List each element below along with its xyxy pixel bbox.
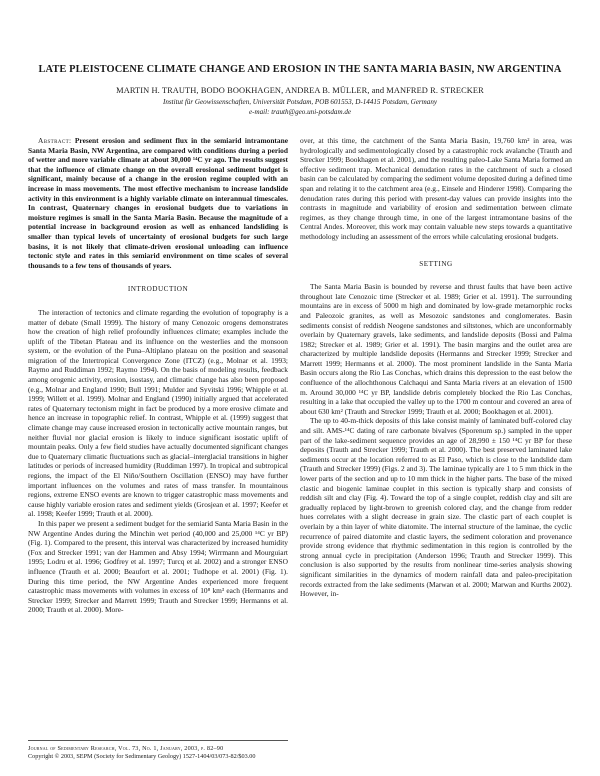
abstract	[28, 136, 288, 270]
intro-paragraph-1: The interaction of tectonics and climate regarding the evolution of topography is a matter of debate (Small 1999). The history of many Cenozoic orogens demonstrates how the creation of high relief profoundly influences climate; examples include the uplift of the Tibetan Plateau and its influence on the westerlies and the monsoon system, or the evolution of the Puna–Altiplano plateau on the position and seasonal migration of the Intertropical Convergence Zone (ITCZ) (e.g., Molnar et al. 1993; Raymo and Ruddiman 1992; Raymo 1994). On the basis of modeling results, feedback among orogenic activity, erosion, isostasy, and climatic change has also been proposed (e.g., Molnar and England 1990; Bull 1991; Mulder and Syvitski 1996; Whipple et al. 1999; Willett et al. 1999). Molnar and England (1990) initially argued that accelerated rates of Quaternary tectonism might in fact be produced by a more erosive climate and hence an increase in topographic relief. In contrast, Whipple et al. (1999) suggest that climate change may cause increased erosion in tectonically active mountain ranges, but neither fluvial nor glacial erosion is likely to induce significant isostatic uplift of mountain peaks. Only a few field studies have actually documented significant changes due to Quaternary climatic fluctuations such as glacial–interglacial transitions in higher latitudes or periods of increased humidity (Ruddiman 1997). In tropical and subtropical regions, the impact of the El Niño/Southern Oscillation (ENSO) may have further important influences on the volumes and rates of mass transfer. In mountainous regions, extreme ENSO events are known to trigger catastrophic mass movements and cause highly variable erosion rates and sediment yields (Grosjean et al. 1997; Keefer et al. 1998; Keefer 1999; Trauth et al. 2000).	[28, 307, 288, 519]
author-affiliation: Institut für Geowissenschaften, Universität Potsdam, POB 601553, D-14415 Potsdam, Germany	[162, 98, 438, 106]
section-heading-introduction: INTRODUCTION	[127, 285, 189, 294]
author-email: e-mail: trauth@geo.uni-potsdam.de	[248, 108, 352, 116]
abstract-text: Present erosion and sediment flux in the semiarid intramontane Santa Maria Basin, NW Argentina, are compared with conditions during a period of wetter and more variable climate at about 30,000 ¹⁴C yr ago. The results suggest that the influence of climate change on the overall erosional sediment budget is significant, mainly because of a change in the erosion regime coupled with an increase in mass movements. The most effective mechanism to increase landslide activity in this environment is a highly variable climate on interannual timescales. In contrast, Quaternary changes in erosional budgets due to variations in moisture regimes is small in the Santa Maria Basin. Because the magnitude of a potential increase in background erosion as well as enhanced landsliding is smaller than typical levels of uncertainty of erosional budgets for such large basins, it is not likely that climate-driven erosional unloading can influence tectonic style and rates in this semiarid environment on time scales of several thousands to a few tens of thousands of years.	[28, 136, 288, 270]
intro-paragraph-continued: over, at this time, the catchment of the Santa Maria Basin, 19,760 km² in area, was hydrologically and sedimentologically closed by a catastrophic rock avalanche (Trauth and Strecker 1999; Bookhagen et al. 2001), and the resulting paleo-Lake Santa Maria formed an effective sediment trap. Mechanical denudation rates in the catchment of such a closed basin can be calculated by comparing the sediment volume deposited during a defined time span and relating it to the catchment area (e.g., Einsele and Hinderer 1998). Comparing the denudation rates during this period with present-day values can provide insights into the contrasts in magnitude and variability of erosion and sedimentation between climate regimes, as they change through time, in one of the largest intramontane basins of the Central Andes. Moreover, this work may contain valuable new steps towards a quantitative methodology including an assessment of the errors while calculating erosional budgets.	[300, 136, 572, 241]
section-heading-setting: SETTING	[419, 259, 453, 268]
paper-title: LATE PLEISTOCENE CLIMATE CHANGE AND EROSION IN THE SANTA MARIA BASIN, NW ARGENTINA	[38, 64, 562, 75]
abstract-label: Abstract:	[38, 136, 72, 145]
setting-paragraph-1: The Santa Maria Basin is bounded by reverse and thrust faults that have been active throughout late Cenozoic time (Strecker et al. 1989; Grier et al. 1991). The surrounding mountains are in excess of 5000 m high and dominated by low-grade metamorphic rocks and Paleozoic granites, as well as Mesozoic sandstones and conglomerates. Basin sediments consist of reddish Neogene sandstones and siltstones, which are unconformably overlain by Quaternary gravels, lake sediments, and landslide deposits (Bossi and Palma 1982; Strecker et al. 1989; Grier et al. 1991). The basin margins and the outlet area are characterized by multiple landslide deposits (Hermanns and Strecker 1999; Strecker and Marrett 1999; Hermanns et al. 2000). The most prominent landslide in the Santa Maria Basin occurs along the Rio Las Conchas, which drains this depression to the east below the confluence of the allochthonous Calchaqui and Santa Maria rivers at an elevation of 1500 m. Around 30,000 ¹⁴C yr BP, landslide debris completely blocked the Rio Las Conchas, resulting in a lake that occupied the valley up to the 1700 m contour and covered an area of about 630 km² (Trauth and Strecker 1999; Trauth et al. 2000; Bookhagen et al. 2001).	[300, 282, 572, 416]
left-column	[28, 136, 288, 736]
author-list: MARTIN H. TRAUTH, BODO BOOKHAGEN, ANDREA B. MÜLLER, and MANFRED R. STRECKER	[116, 86, 484, 95]
copyright-line: Copyright © 2003, SEPM (Society for Sedimentary Geology) 1527-1404/03/073-82/$03.00	[28, 753, 256, 761]
journal-footer	[28, 740, 288, 762]
intro-paragraph-2: In this paper we present a sediment budget for the semiarid Santa Maria Basin in the NW Argentine Andes during the Minchin wet period (40,000 and 25,000 ¹⁴C yr BP) (Fig. 1). Compared to the present, this interval was characterized by increased humidity (Fox and Strecker 1991; van der Hammen and Absy 1994; Wirrmann and Mourguiart 1995; Lodru et al. 1996; Godfrey et al. 1997; Turcq et al. 2002) and a stronger ENSO influence (Trauth et al. 2000; Beaufort et al. 2001; Tudhope et al. 2001) (Fig. 1). During this time period, the NW Argentine Andes experienced more frequent catastrophic mass movements with volumes in excess of 10⁸ km³ each (Hermanns and Strecker 1999; Strecker and Marrett 1999; Trauth and Strecker 1999; Hermanns et al. 2000; Trauth et al. 2000). More-	[28, 518, 288, 615]
right-column	[300, 136, 572, 762]
setting-paragraph-2: The up to 40-m-thick deposits of this lake consist mainly of laminated buff-colored clay and silt. AMS-¹⁴C dating of rare carbonate bivalves (Sporenum sp.) sampled in the upper part of the lake-sediment sequence provides an age of 28,990 ± 150 ¹⁴C yr BP for these deposits (Trauth and Strecker 1999; Trauth et al. 2000). The best preserved laminated lake sediments occur at the location referred to as El Paso, which is close to the landslide dam (Trauth and Strecker 1999) (Figs. 2 and 3). The laminae typically are 1 to 5 mm thick in the lower parts of the section and up to 10 mm thick in the higher parts. The base of the mixed clastic and biogenic laminae couplet in this section is typically sharp and consists of reddish silt and clay (Fig. 4). Toward the top of a single couplet, reddish clay and silt are gradually replaced by light-brown to greenish colored clay, and the change from redder hues correlates with a slight decrease in grain size. The clastic part of each couplet is overlain by a thin layer of white diatomite. The internal structure of the laminae, the cyclic recurrence of paired diatomite and clastic layers, the sediment coloration and provenance provide strong evidence that rhythmic sedimentation in this region is controlled by the strong annual cycle in precipitation (Anderson 1996; Trauth and Strecker 1999). This conclusion is also supported by the results from nonlinear time-series analysis showing significant similarities in the dynamics of modern rainfall data and paleo-precipitation records extracted from the lake sediments (Marwan et al. 2000; Marwan and Kurths 2002). However, in-	[300, 416, 572, 599]
journal-citation: Journal of Sedimentary Research, Vol. 73, No. 1, January, 2003, p. 82–90	[28, 745, 224, 752]
